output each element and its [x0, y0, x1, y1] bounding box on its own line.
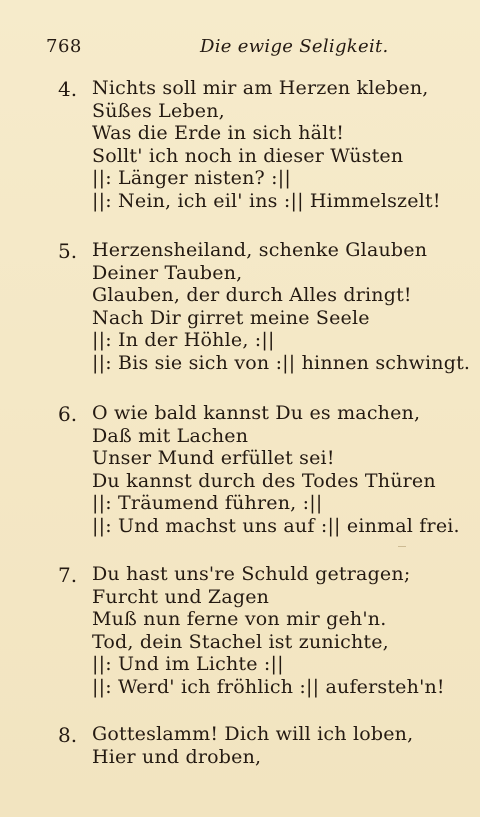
- page-number: 768: [46, 36, 82, 57]
- verse-line: Was die Erde in sich hält!: [92, 122, 345, 144]
- stanza-number: 8.: [58, 723, 78, 747]
- verse-line: ||: Bis sie sich von :|| hinnen schwingt.: [92, 351, 471, 374]
- verse-line: Nichts soll mir am Herzen kleben,: [92, 77, 429, 99]
- verse-line: Unser Mund erfüllet sei!: [92, 447, 335, 469]
- stanza-number: 6.: [58, 402, 78, 426]
- verse-line: Gotteslamm! Dich will ich loben,: [92, 723, 414, 745]
- verse-line: Nach Dir girret meine Seele: [92, 306, 370, 329]
- verse-line: Muß nun ferne von mir geh'n.: [92, 608, 387, 630]
- print-mark: [398, 546, 406, 547]
- verse-line: ||: Und machst uns auf :|| einmal frei.: [92, 514, 460, 537]
- verse-line: O wie bald kannst Du es machen,: [92, 402, 421, 424]
- verse-line: Hier und droben,: [92, 745, 262, 768]
- stanza-lines: [92, 563, 445, 698]
- page-header: [46, 36, 434, 60]
- verse-line: ||: In der Höhle, :||: [92, 329, 275, 351]
- stanza-lines: [92, 723, 438, 768]
- verse-line: ||: Nein, ich eil' ins :|| Himmelszelt!: [92, 189, 441, 212]
- verse-line: Herzensheiland, schenke Glauben: [92, 239, 428, 261]
- verse-line: Du hast uns're Schuld getragen;: [92, 563, 411, 585]
- verse-line: ||: Werd' ich fröhlich :|| aufersteh'n!: [92, 675, 445, 698]
- verse-line: Tod, dein Stachel ist zunichte,: [92, 630, 389, 653]
- stanza-number: 5.: [58, 239, 78, 263]
- verse-line: Süßes Leben,: [92, 99, 225, 122]
- stanza-lines: [92, 77, 441, 212]
- stanza-lines: [92, 402, 460, 537]
- verse-line: Daß mit Lachen: [92, 424, 249, 447]
- running-title: Die ewige Seligkeit.: [200, 36, 389, 57]
- stanza-number: 7.: [58, 563, 78, 587]
- verse-line: Deiner Tauben,: [92, 261, 243, 284]
- verse-line: Glauben, der durch Alles dringt!: [92, 284, 412, 306]
- verse-line: ||: Und im Lichte :||: [92, 653, 284, 675]
- verse-line: Du kannst durch des Todes Thüren: [92, 469, 436, 492]
- verse-line: ||: Länger nisten? :||: [92, 167, 291, 189]
- stanza-number: 4.: [58, 77, 78, 101]
- verse-line: Sollt' ich noch in dieser Wüsten: [92, 144, 404, 167]
- stanza-lines: [92, 239, 471, 374]
- verse-line: Furcht und Zagen: [92, 585, 270, 608]
- verse-line: ||: Träumend führen, :||: [92, 492, 323, 514]
